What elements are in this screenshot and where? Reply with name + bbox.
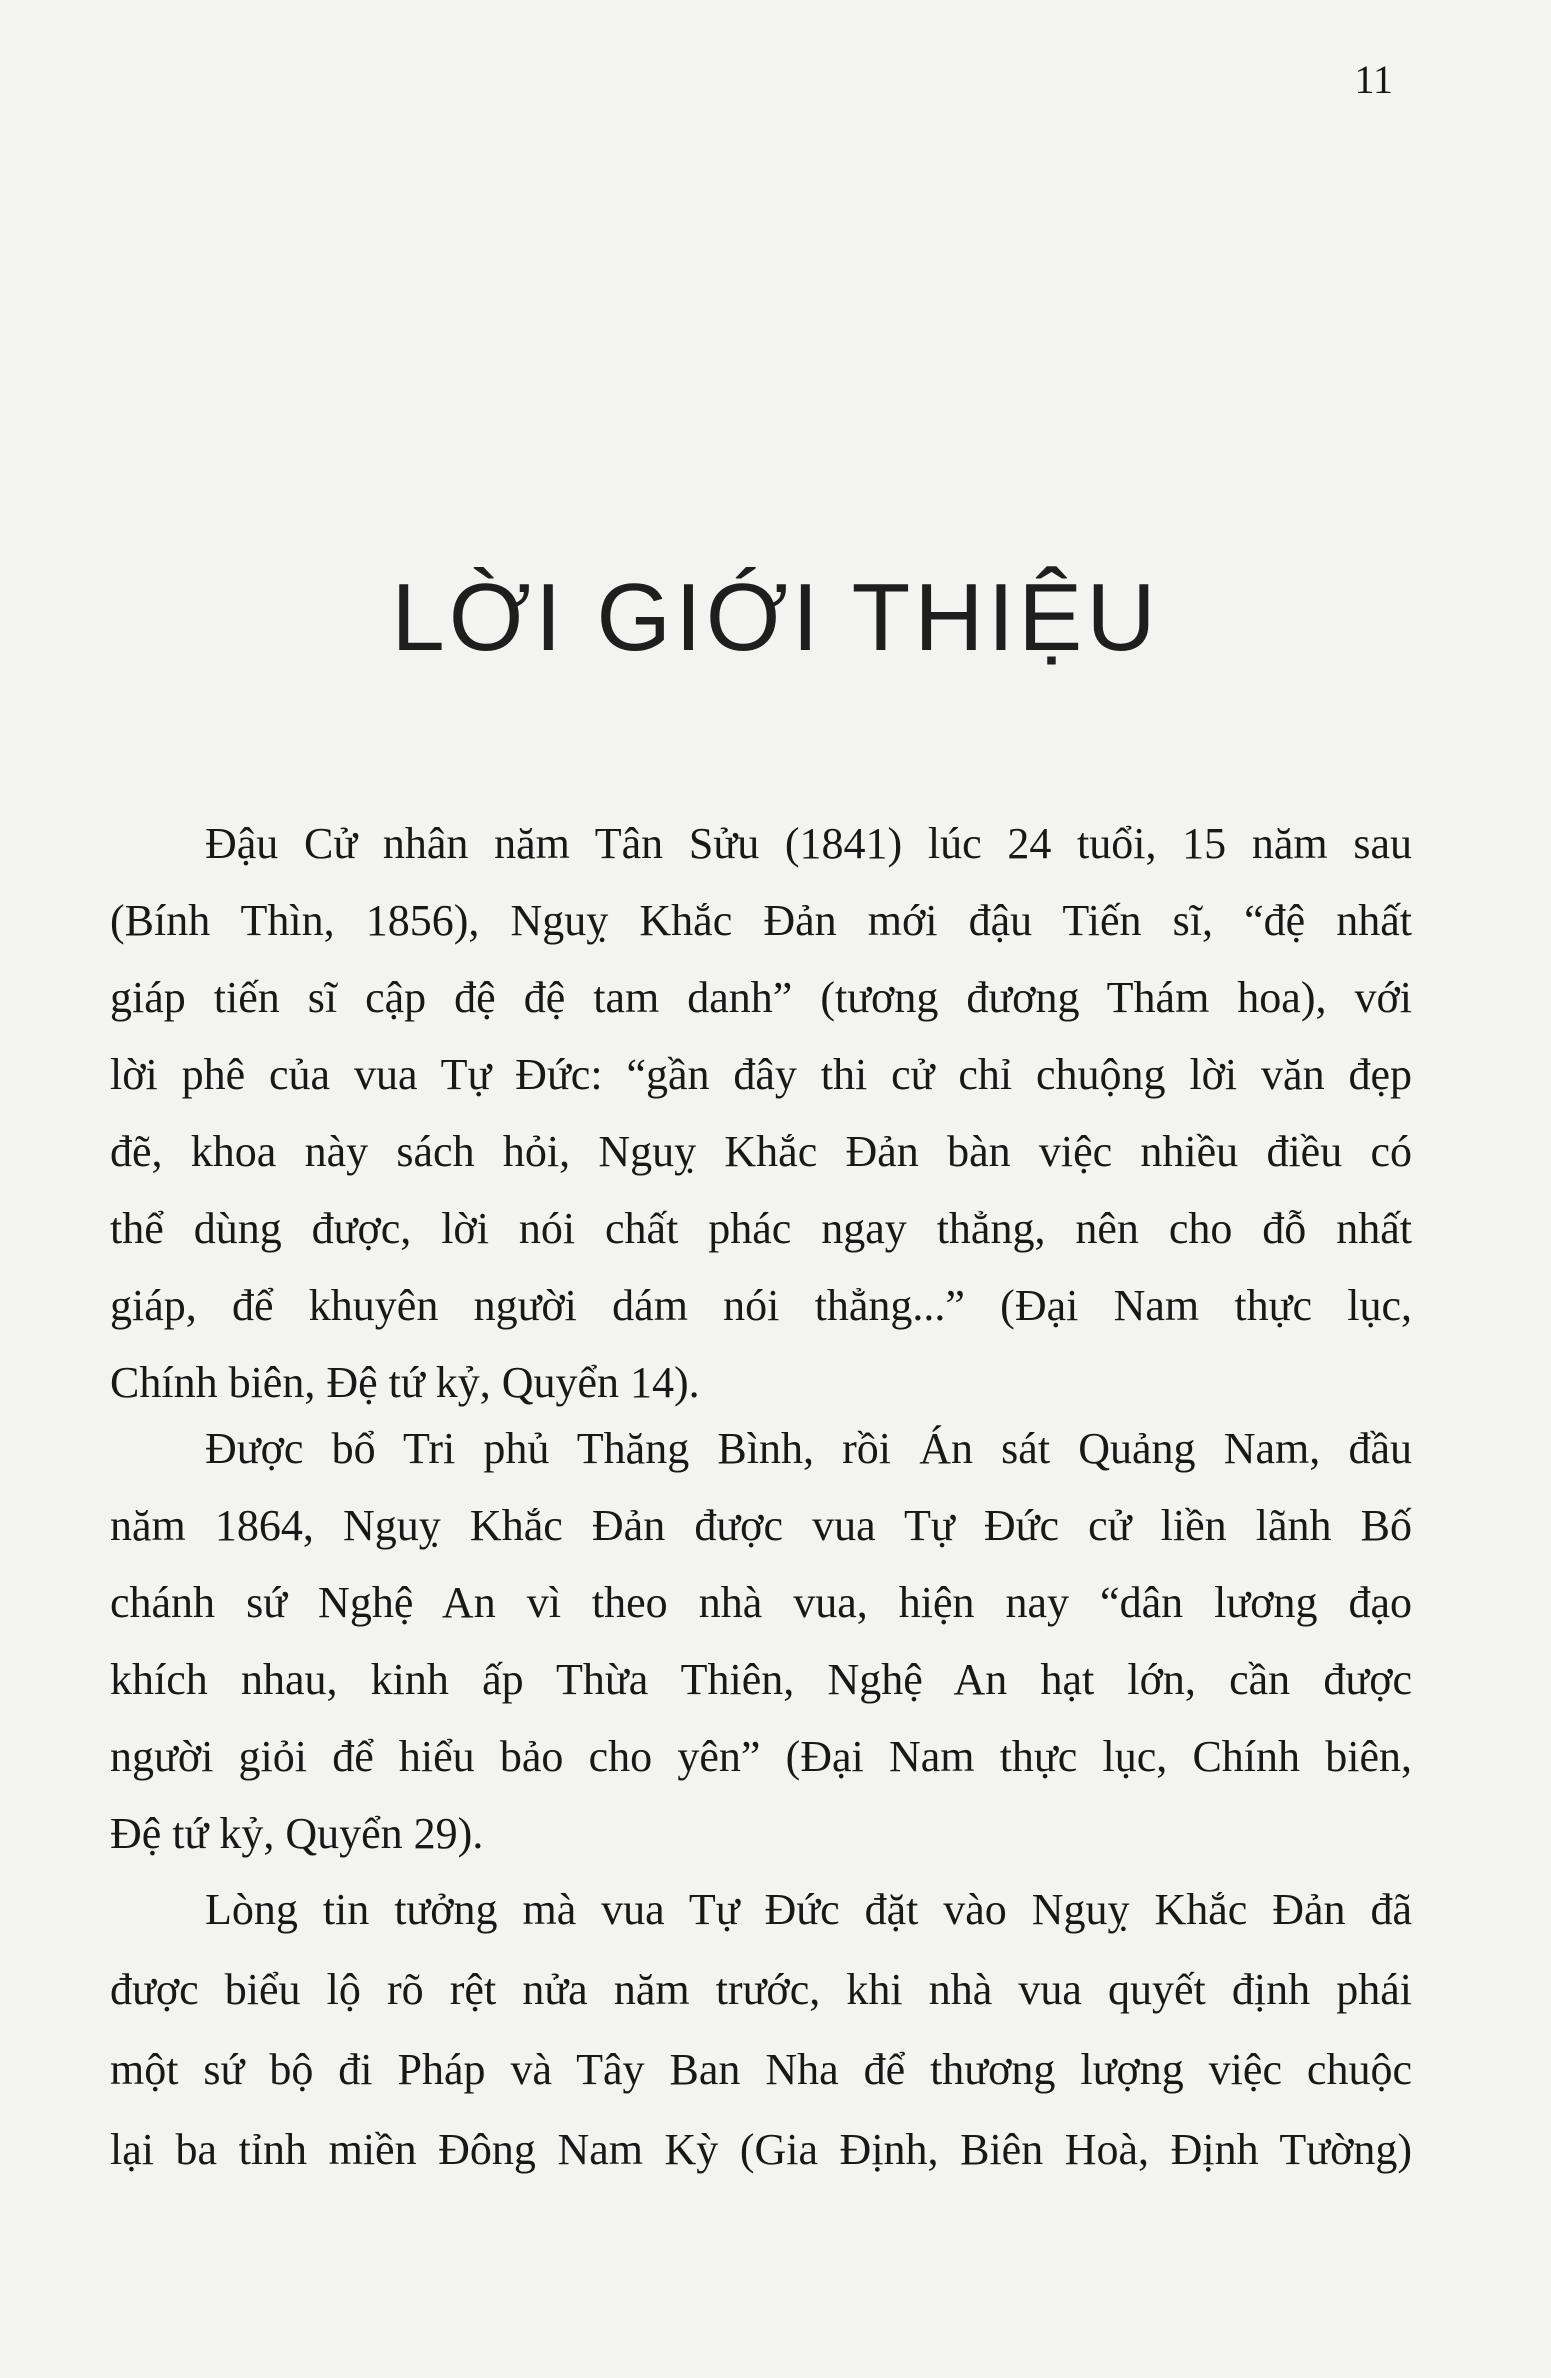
paragraph-line: thể dùng được, lời nói chất phác ngay thẳng, nên cho đỗ nhất [110,1204,1412,1253]
paragraph-line: Đệ tứ kỷ, Quyển 29). [110,1809,484,1858]
page-number: 11 [1354,57,1393,102]
paragraph-line: (Bính Thìn, 1856), Nguỵ Khắc Đản mới đậu Tiến sĩ, “đệ nhất [110,896,1412,945]
paragraph-line: một sứ bộ đi Pháp và Tây Ban Nha để thương lượng việc chuộc [110,2045,1412,2094]
paragraph-1 [110,805,1412,1421]
paragraph-line: đẽ, khoa này sách hỏi, Nguỵ Khắc Đản bàn việc nhiều điều có [110,1127,1412,1176]
paragraph-line: Được bổ Tri phủ Thăng Bình, rồi Án sát Quảng Nam, đầu [205,1424,1412,1473]
paragraph-line: khích nhau, kinh ấp Thừa Thiên, Nghệ An hạt lớn, cần được [110,1655,1412,1704]
paragraph-line: được biểu lộ rõ rệt nửa năm trước, khi nhà vua quyết định phái [110,1965,1412,2014]
paragraph-line: năm 1864, Nguỵ Khắc Đản được vua Tự Đức cử liền lãnh Bố [110,1501,1412,1550]
paragraph-line: Đậu Cử nhân năm Tân Sửu (1841) lúc 24 tuổi, 15 năm sau [205,819,1412,868]
paragraph-3 [110,1870,1412,2190]
paragraph-line: giáp tiến sĩ cập đệ đệ tam danh” (tương đương Thám hoa), với [110,973,1412,1022]
chapter-title: LỜI GIỚI THIỆU [391,564,1160,671]
paragraph-2 [110,1410,1412,1872]
paragraph-line: người giỏi để hiểu bảo cho yên” (Đại Nam thực lục, Chính biên, [110,1732,1412,1781]
paragraph-line: Lòng tin tưởng mà vua Tự Đức đặt vào Nguỵ Khắc Đản đã [205,1885,1412,1934]
paragraph-line: chánh sứ Nghệ An vì theo nhà vua, hiện nay “dân lương đạo [110,1578,1412,1627]
paragraph-line: giáp, để khuyên người dám nói thẳng...” (Đại Nam thực lục, [110,1281,1412,1330]
paragraph-line: lời phê của vua Tự Đức: “gần đây thi cử chỉ chuộng lời văn đẹp [110,1050,1412,1099]
paragraph-line: Chính biên, Đệ tứ kỷ, Quyển 14). [110,1358,700,1407]
paragraph-line: lại ba tỉnh miền Đông Nam Kỳ (Gia Định, Biên Hoà, Định Tường) [110,2125,1412,2174]
